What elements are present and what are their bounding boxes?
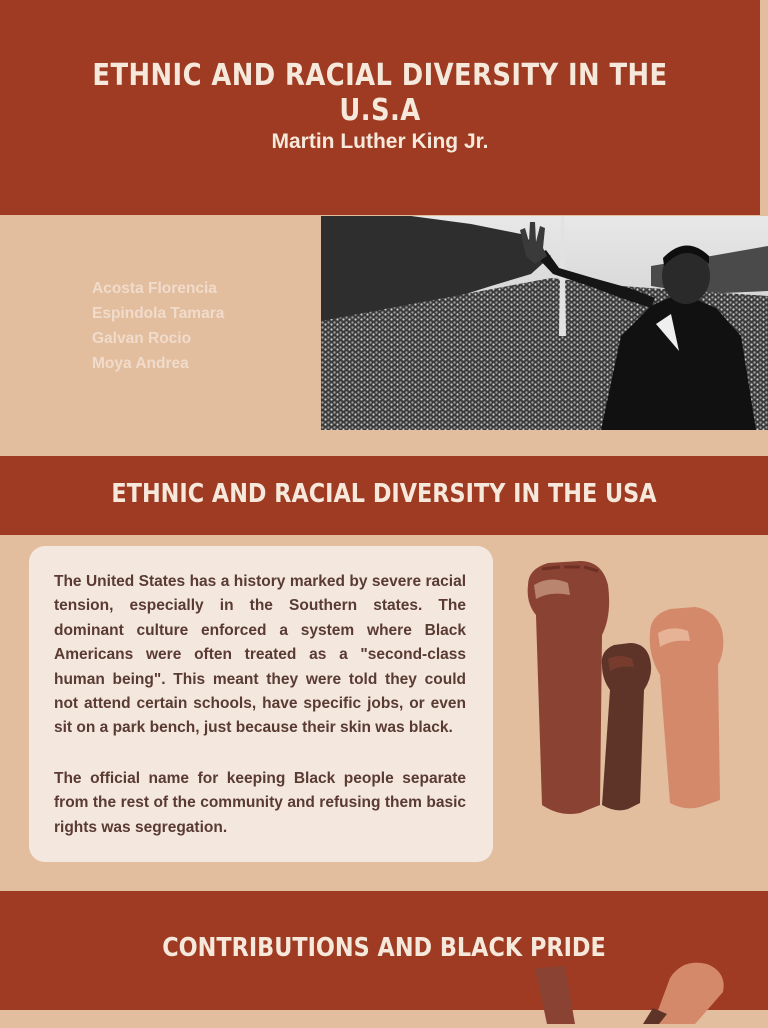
text-card	[29, 546, 493, 862]
authors-list	[92, 276, 224, 376]
page-subtitle: Martin Luther King Jr.	[271, 130, 489, 153]
section-title-contributions: CONTRIBUTIONS AND BLACK PRIDE	[162, 933, 606, 963]
paragraph: The official name for keeping Black people separate from the rest of the community and refusing them basic rights was segregation.	[54, 770, 466, 836]
header-band	[0, 0, 760, 215]
author-name: Moya Andrea	[92, 355, 189, 372]
section-band-diversity	[0, 456, 768, 535]
mlk-photo	[321, 216, 768, 430]
author-name: Espindola Tamara	[92, 305, 225, 322]
page-title: ETHNIC AND RACIAL DIVERSITY IN THE U.S.A	[92, 58, 668, 128]
mlk-photo-illustration	[321, 216, 768, 430]
author-name: Acosta Florencia	[92, 280, 217, 297]
decorative-shapes	[535, 958, 735, 1024]
raised-fists-icon	[520, 555, 730, 820]
section-title-diversity: ETHNIC AND RACIAL DIVERSITY IN THE USA	[111, 479, 657, 509]
header-edge	[760, 0, 768, 215]
paragraph: The United States has a history marked by severe racial tension, especially in the Southern states. The dominant culture enforced a system where Black Americans were often treated as a "second-class human being". This meant they were told they could not attend certain schools, have specific jobs, or even sit on a park bench, just because their skin was black.	[54, 573, 466, 737]
author-name: Galvan Rocio	[92, 330, 192, 347]
